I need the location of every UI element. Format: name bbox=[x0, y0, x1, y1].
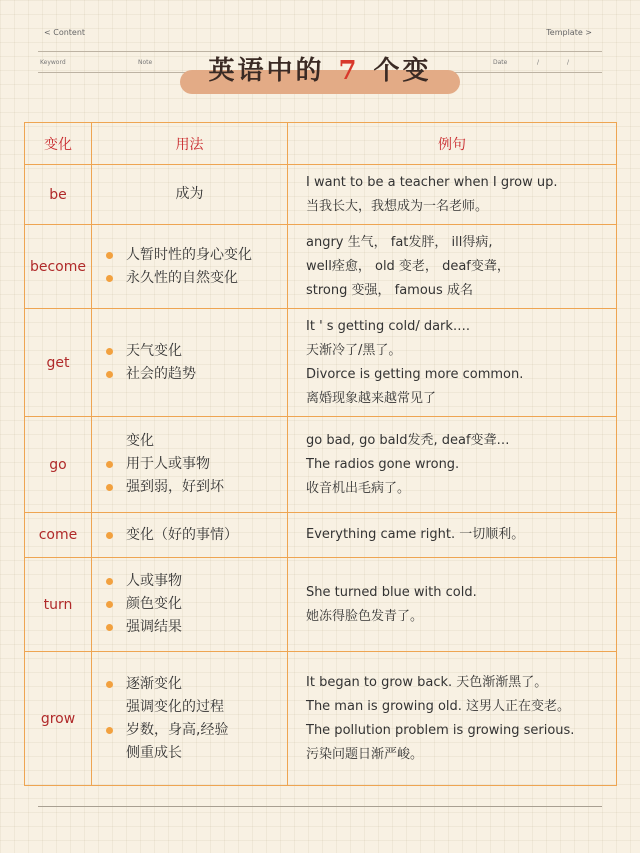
usage-cell bbox=[92, 417, 288, 513]
example-cell bbox=[288, 165, 617, 225]
usage-line: 侧重成长 bbox=[126, 744, 182, 761]
usage-line: 永久性的自然变化 bbox=[104, 267, 287, 290]
usage-line: 社会的趋势 bbox=[104, 363, 287, 386]
usage-cell bbox=[92, 225, 288, 309]
nav-template-link[interactable]: Template > bbox=[546, 28, 592, 37]
verb-cell: get bbox=[25, 309, 92, 417]
verb-cell: go bbox=[25, 417, 92, 513]
table-row bbox=[25, 165, 617, 225]
example-line: I want to be a teacher when I grow up. bbox=[306, 174, 558, 190]
table-row bbox=[25, 513, 617, 558]
example-line: 离婚现象越来越常见了 bbox=[306, 390, 437, 406]
usage-line: 天气变化 bbox=[104, 340, 287, 363]
example-line: Everything came right. 一切顺利。 bbox=[306, 527, 525, 542]
top-nav bbox=[44, 28, 592, 42]
example-line: angry 生气， fat发胖， ill得病, bbox=[306, 234, 493, 250]
example-cell bbox=[288, 558, 617, 652]
table-row bbox=[25, 225, 617, 309]
example-line: The man is growing old. 这男人正在变老。 bbox=[306, 698, 571, 714]
verb-cell: come bbox=[25, 513, 92, 558]
header-change: 变化 bbox=[25, 123, 92, 165]
example-cell bbox=[288, 513, 617, 558]
table-row bbox=[25, 652, 617, 786]
usage-cell bbox=[92, 558, 288, 652]
example-line: go bad, go bald发秃, deaf变聋… bbox=[306, 432, 510, 448]
meta-date-label: Date bbox=[493, 59, 508, 66]
example-line: strong 变强， famous 成名 bbox=[306, 282, 473, 298]
usage-line: 变化 bbox=[126, 433, 154, 449]
example-cell bbox=[288, 652, 617, 786]
usage-line: 成为 bbox=[175, 186, 204, 202]
title-text: 英语中的 bbox=[208, 56, 325, 86]
verb-cell: be bbox=[25, 165, 92, 225]
example-line: It ' s getting cold/ dark…. bbox=[306, 318, 471, 334]
example-line: 她冻得脸色发青了。 bbox=[306, 608, 424, 624]
example-line: 天渐冷了/黑了。 bbox=[306, 342, 402, 358]
example-cell bbox=[288, 417, 617, 513]
example-line: 污染问题日渐严峻。 bbox=[306, 746, 424, 762]
example-line: She turned blue with cold. bbox=[306, 584, 477, 600]
table-row bbox=[25, 558, 617, 652]
usage-line: 强调结果 bbox=[104, 616, 287, 639]
table-row bbox=[25, 309, 617, 417]
usage-cell bbox=[92, 652, 288, 786]
usage-line: 人暂时性的身心变化 bbox=[104, 244, 287, 267]
verb-cell: turn bbox=[25, 558, 92, 652]
meta-keyword-label: Keyword bbox=[40, 59, 66, 66]
meta-note-label: Note bbox=[138, 59, 153, 66]
nav-content-link[interactable]: < Content bbox=[44, 28, 86, 37]
example-line: well痊愈， old 变老， deaf变聋， bbox=[306, 258, 510, 274]
example-line: 收音机出毛病了。 bbox=[306, 480, 411, 496]
usage-line: 用于人或事物 bbox=[104, 453, 287, 476]
verb-cell: grow bbox=[25, 652, 92, 786]
bottom-divider bbox=[38, 806, 602, 807]
page-title bbox=[180, 50, 460, 87]
example-line: The radios gone wrong. bbox=[306, 456, 460, 472]
example-line: Divorce is getting more common. bbox=[306, 366, 524, 382]
meta-date-slash: / bbox=[537, 59, 540, 66]
title-text: 个变 bbox=[373, 56, 432, 86]
example-line: The pollution problem is growing serious. bbox=[306, 722, 575, 738]
example-cell bbox=[288, 309, 617, 417]
usage-line: 变化（好的事情） bbox=[104, 524, 287, 547]
usage-cell bbox=[92, 513, 288, 558]
title-number: 7 bbox=[338, 56, 360, 86]
usage-line: 岁数，身高,经验 bbox=[104, 719, 287, 742]
usage-line: 强到弱，好到坏 bbox=[104, 476, 287, 499]
table-header-row bbox=[25, 123, 617, 165]
verb-cell: become bbox=[25, 225, 92, 309]
meta-date-slash: / bbox=[567, 59, 570, 66]
usage-line: 人或事物 bbox=[104, 570, 287, 593]
usage-line: 颜色变化 bbox=[104, 593, 287, 616]
usage-cell bbox=[92, 165, 288, 225]
header-usage: 用法 bbox=[92, 123, 288, 165]
verbs-table bbox=[24, 122, 617, 786]
example-cell bbox=[288, 225, 617, 309]
usage-line: 强调变化的过程 bbox=[126, 698, 224, 715]
header-example: 例句 bbox=[288, 123, 617, 165]
usage-line: 逐渐变化 bbox=[104, 673, 287, 696]
table-row bbox=[25, 417, 617, 513]
usage-cell bbox=[92, 309, 288, 417]
example-line: It began to grow back. 天色渐渐黑了。 bbox=[306, 674, 548, 690]
example-line: 当我长大，我想成为一名老师。 bbox=[306, 198, 489, 214]
